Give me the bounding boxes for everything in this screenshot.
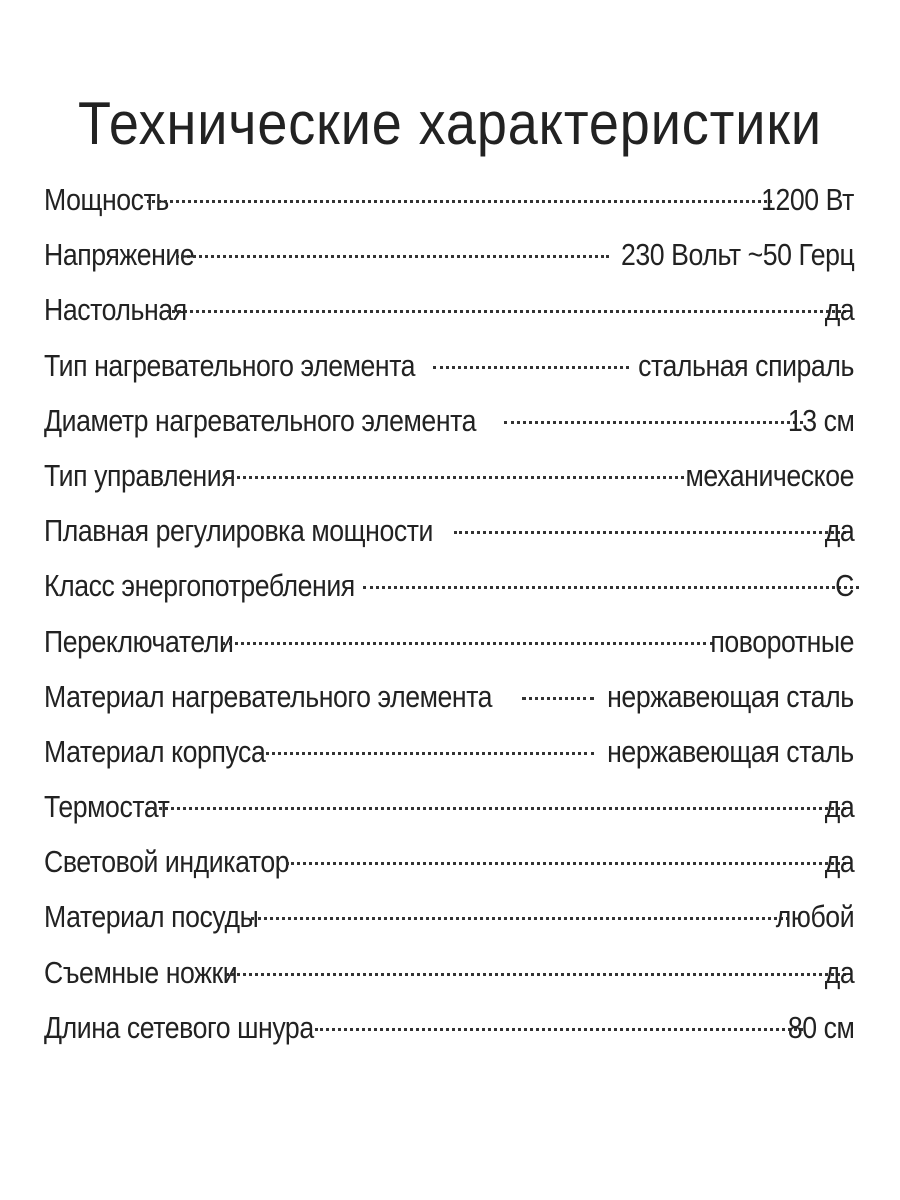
spec-value: да: [824, 789, 854, 825]
spec-value: да: [824, 292, 854, 328]
dot-leader: [363, 586, 859, 589]
spec-value: нержавеющая сталь: [607, 733, 854, 769]
dot-leader: [286, 862, 846, 865]
spec-row: [44, 558, 854, 613]
spec-row: [44, 889, 854, 944]
spec-row: [44, 393, 854, 448]
spec-name: Плавная регулировка мощности: [44, 513, 434, 549]
dot-leader: [147, 807, 846, 810]
spec-row: [44, 834, 854, 889]
spec-name: Световой индикатор: [44, 844, 290, 880]
spec-list: [44, 172, 854, 1055]
dot-leader: [504, 421, 803, 424]
spec-value: стальная спираль: [638, 347, 854, 383]
spec-value: 13 см: [787, 402, 854, 438]
dot-leader: [433, 366, 630, 369]
spec-row: [44, 282, 854, 337]
dot-leader: [259, 752, 594, 755]
spec-value: С: [835, 568, 854, 604]
spec-row: [44, 503, 854, 558]
spec-row: [44, 338, 854, 393]
dot-leader: [147, 200, 773, 203]
spec-row: [44, 614, 854, 669]
page-title: Технические характеристики: [78, 90, 822, 158]
spec-value: да: [824, 844, 854, 880]
spec-value: да: [824, 513, 854, 549]
dot-leader: [226, 973, 846, 976]
spec-name: Материал нагревательного элемента: [44, 678, 493, 714]
spec-name: Класс энергопотребления: [44, 568, 355, 604]
spec-name: Материал корпуса: [44, 733, 266, 769]
spec-row: [44, 945, 854, 1000]
spec-name: Переключатели: [44, 623, 234, 659]
spec-value: 1200 Вт: [761, 182, 854, 217]
dot-leader: [167, 310, 846, 313]
dot-leader: [522, 697, 593, 700]
spec-name: Мощность: [44, 182, 169, 217]
spec-name: Термостат: [44, 789, 170, 825]
dot-leader: [222, 642, 714, 645]
spec-name: Длина сетевого шнура: [44, 1009, 314, 1045]
dot-leader: [315, 1028, 803, 1031]
spec-row: [44, 669, 854, 724]
spec-row: [44, 779, 854, 834]
spec-value: да: [824, 954, 854, 990]
dot-leader: [176, 255, 609, 258]
spec-name: Тип управления: [44, 457, 236, 493]
spec-row: [44, 172, 854, 227]
spec-name: Съемные ножки: [44, 954, 238, 990]
spec-row: [44, 1000, 854, 1055]
spec-name: Тип нагревательного элемента: [44, 347, 416, 383]
spec-row: [44, 448, 854, 503]
spec-value: 230 Вольт ~50 Герц: [620, 237, 854, 273]
spec-value: механическое: [685, 457, 854, 493]
dot-leader: [454, 531, 846, 534]
spec-row: [44, 724, 854, 779]
spec-value: нержавеющая сталь: [607, 678, 854, 714]
dot-leader: [251, 917, 790, 920]
spec-value: 80 см: [787, 1009, 854, 1045]
dot-leader: [224, 476, 685, 479]
spec-name: Диаметр нагревательного элемента: [44, 402, 477, 438]
spec-value: поворотные: [710, 623, 854, 659]
spec-row: [44, 227, 854, 282]
spec-name: Напряжение: [44, 237, 195, 273]
spec-name: Материал посуды: [44, 899, 259, 935]
spec-name: Настольная: [44, 292, 187, 328]
spec-value: любой: [775, 899, 854, 935]
